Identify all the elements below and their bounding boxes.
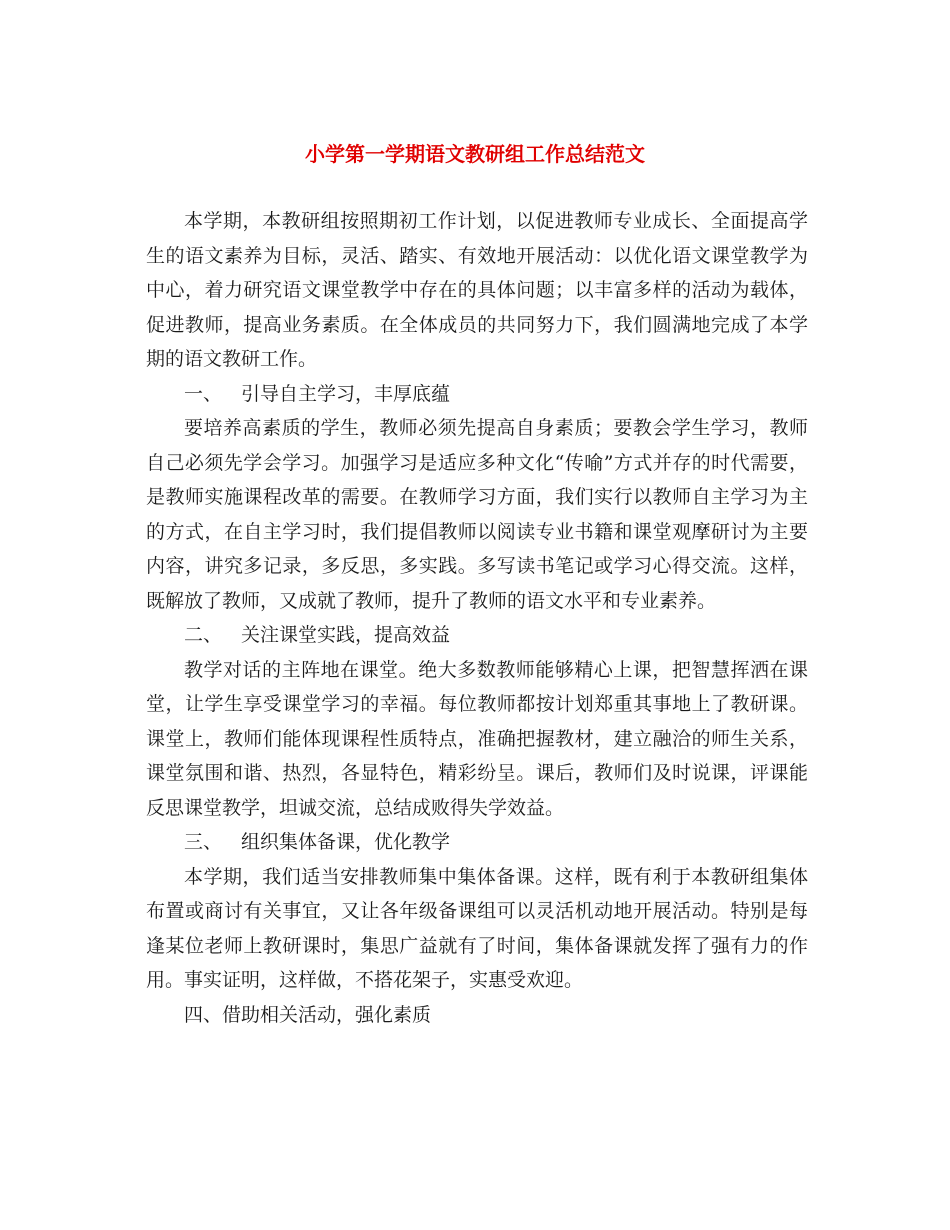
section-heading-text: 关注课堂实践，提高效益: [241, 624, 451, 646]
section-heading-3: [146, 825, 808, 860]
section-number: 三、: [184, 831, 223, 853]
section-paragraph-2: 教学对话的主阵地在课堂。绝大多数教师能够精心上课，把智慧挥洒在课堂，让学生享受课堂学习的幸福。每位教师都按计划郑重其事地上了教研课。课堂上，教师们能体现课程性质特点，准确把握教材，建立融洽的师生关系，课堂氛围和谐、热烈，各显特色，精彩纷呈。课后，教师们及时说课，评课能反思课堂教学，坦诚交流，总结成败得失学效益。: [146, 658, 808, 819]
intro-paragraph: 本学期，本教研组按照期初工作计划，以促进教师专业成长、全面提高学生的语文素养为目标，灵活、踏实、有效地开展活动：以优化语文课堂教学为中心，着力研究语文课堂教学中存在的具体问题；以丰富多样的活动为载体，促进教师，提高业务素质。在全体成员的共同努力下，我们圆满地完成了本学期的语文教研工作。: [146, 210, 808, 370]
section-heading-2: [146, 618, 808, 653]
section-paragraph-1: 要培养高素质的学生，教师必须先提高自身素质；要教会学生学习，教师自己必须先学会学习。加强学习是适应多种文化“传喻”方式并存的时代需要，是教师实施课程改革的需要。在教师学习方面，我们实行以教师自主学习为主的方式，在自主学习时，我们提倡教师以阅读专业书籍和课堂观摩研讨为主要内容，讲究多记录，多反思，多实践。多写读书笔记或学习心得交流。这样，既解放了教师，又成就了教师，提升了教师的语文水平和专业素养。: [146, 417, 808, 612]
section-heading-text: 引导自主学习，丰厚底蕴: [241, 382, 451, 405]
section-number: 一、: [184, 382, 223, 405]
section-paragraph-3: 本学期，我们适当安排教师集中集体备课。这样，既有利于本教研组集体布置或商讨有关事宜，又让各年级备课组可以灵活机动地开展活动。特别是每逢某位老师上教研课时，集思广益就有了时间，集体备课就发挥了强有力的作用。事实证明，这样做，不搭花架子，实惠受欢迎。: [146, 865, 808, 991]
section-number: 二、: [184, 624, 223, 646]
document-title: 小学第一学期语文教研组工作总结范文: [305, 142, 645, 166]
section-number: 四、: [184, 1003, 223, 1026]
section-heading-text: 借助相关活动，强化素质: [222, 1003, 432, 1026]
section-heading-1: [146, 377, 808, 412]
section-heading-text: 组织集体备课，优化教学: [241, 831, 451, 853]
section-heading-4: [146, 998, 808, 1033]
document-body: [146, 204, 808, 1032]
